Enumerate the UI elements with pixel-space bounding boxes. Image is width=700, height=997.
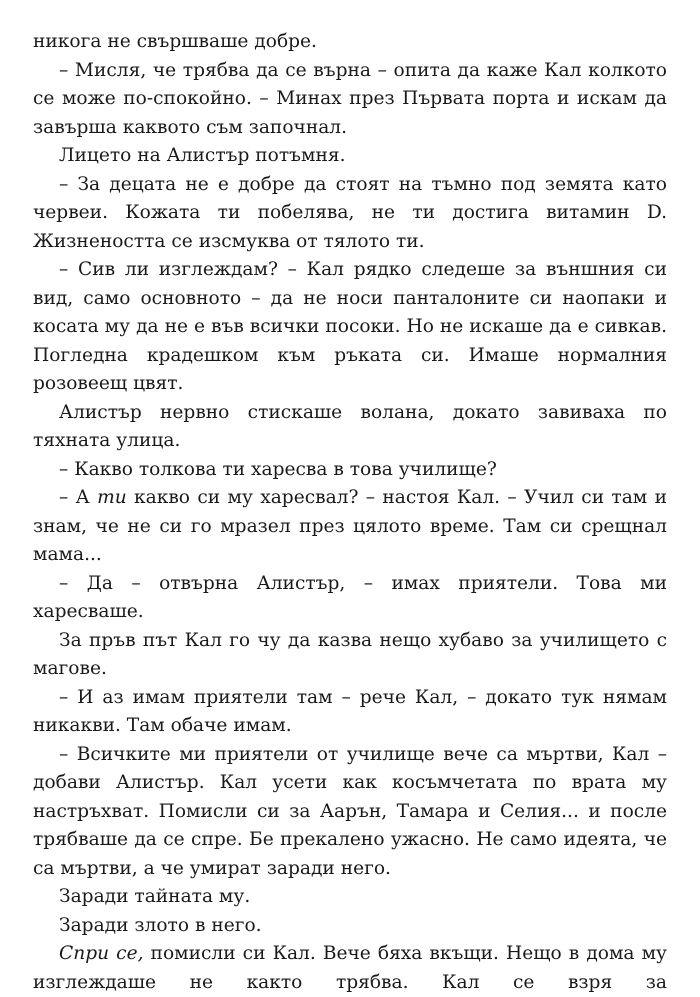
paragraph — [33, 684, 667, 741]
text-run: Лицето на Алистър потъмня. — [59, 145, 346, 166]
paragraph — [33, 57, 667, 143]
text-run: помисли си Кал. Вече бяха вкъщи. Нещо в дома му изглеждаше не както трябва. Кал се взря за — [33, 943, 667, 993]
text-run: За пръв път Кал го чу да казва нещо хубаво за училището с магове. — [33, 629, 667, 679]
text-run: – Какво толкова ти харесва в това училище? — [59, 458, 497, 480]
text-run: какво си му харесвал? – настоя Кал. – Учил си там и знам, че не си го мразел през цялото време. Там си срещнал мама... — [33, 487, 668, 565]
paragraph — [33, 484, 667, 570]
text-run: – Да – отвърна Алистър, – имах приятели. Това ми харесваше. — [33, 572, 667, 622]
text-run: – За децата не е добре да стоят на тъмно под земята като червеи. Кожата ти побелява, не ти достига витамин D. Жизнеността се изсмуква от тялото ти. — [33, 173, 667, 252]
text-run: Заради злото в него. — [59, 914, 262, 936]
paragraph — [33, 456, 667, 485]
text-run: Заради тайната му. — [59, 886, 251, 907]
text-run: – Сив ли изглеждам? – Кал рядко следеше за външния си вид, само основното – да не носи панталоните си наопаки и косата му да не е във всички посоки. Но не искаше да е сивкав. Погледна крадешком към ръката си. Имаше нормалния розовеещ цвят. — [33, 259, 667, 394]
text-run: Алистър нервно стискаше волана, докато завиваха по тяхната улица. — [33, 401, 667, 451]
body-text — [33, 28, 667, 997]
paragraph — [33, 883, 667, 912]
paragraph — [33, 399, 667, 456]
paragraph — [33, 142, 667, 171]
italic-text-run: Спри се, — [59, 943, 144, 964]
italic-text-run: ти — [97, 487, 127, 508]
paragraph — [33, 912, 667, 941]
paragraph — [33, 28, 667, 57]
text-run: – И аз имам приятели там – рече Кал, – докато тук нямам никакви. Там обаче имам. — [33, 686, 667, 736]
paragraph — [33, 940, 667, 997]
paragraph — [33, 741, 667, 884]
paragraph — [33, 627, 667, 684]
text-run: никога не свършваше добре. — [33, 31, 317, 52]
text-run: – А — [59, 487, 98, 508]
text-run: – Всичките ми приятели от училище вече са мъртви, Кал – добави Алистър. Кал усети как косъмчетата по врата му настръхват. Помисли си за Аарън, Тамара и Селия... и после трябваше да се спре. Бе прекалено ужасно. Не само идеята, че са мъртви, а че умират заради него. — [33, 743, 667, 879]
text-run: – Мисля, че трябва да се върна – опита да каже Кал колкото се може по-спокойно. – Минах през Първата порта и искам да завърша каквото съм започнал. — [33, 59, 667, 138]
paragraph — [33, 570, 667, 627]
paragraph — [33, 171, 667, 257]
paragraph — [33, 256, 667, 399]
